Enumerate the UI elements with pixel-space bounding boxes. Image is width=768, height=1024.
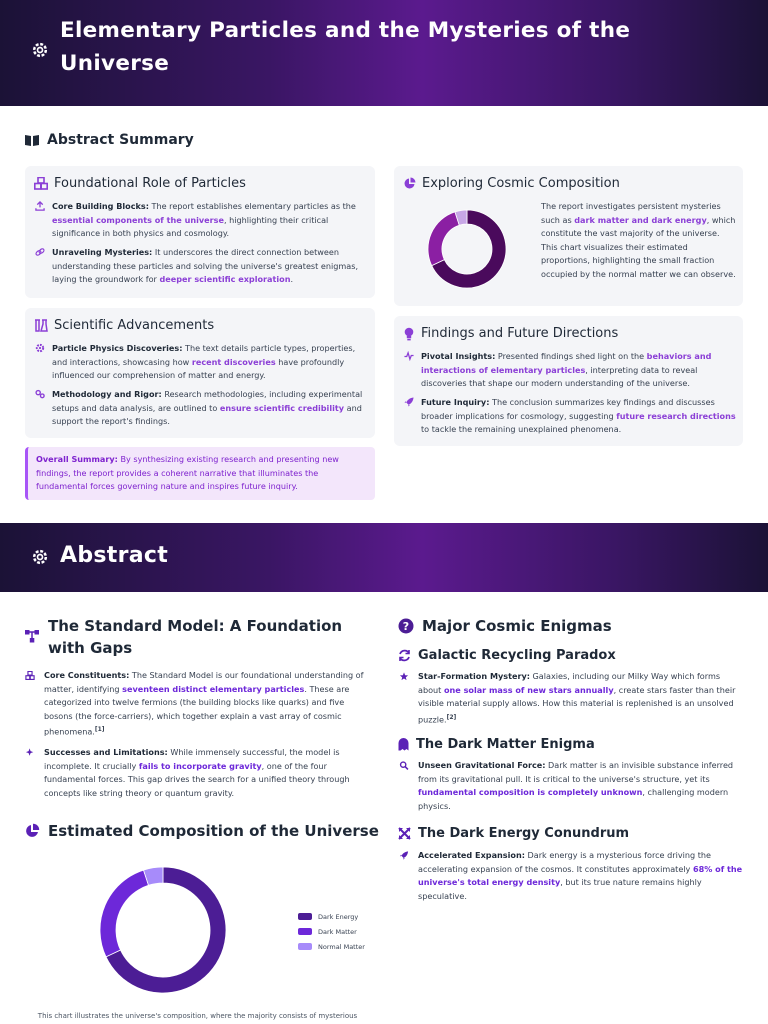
list-item: Unraveling Mysteries: It underscores the direct connection between understanding these particles and solving the universe's greatest enigmas, laying the groundwork for deeper scientific exploration. xyxy=(34,246,367,287)
legend-item: Dark Matter xyxy=(298,924,365,939)
ghost-icon xyxy=(398,738,409,751)
list-item: Future Inquiry: The conclusion summarizes key findings and discusses broader implications for cosmology, suggesting future research directions to tackle the remaining unexplained phenomena. xyxy=(403,396,736,437)
abstract-header xyxy=(0,523,768,592)
open-book-icon xyxy=(24,134,40,147)
flask-icon xyxy=(34,319,48,332)
findings-card xyxy=(394,316,743,446)
question-circle-icon xyxy=(398,618,414,634)
list-item: Successes and Limitations: While immensely successful, the model is incomplete. It crucially fails to incorporate gravity, one of the four fundamental forces. This gap drives the search for a unified theory through concepts like string theory or quantum gravity. xyxy=(24,746,366,800)
lightbulb-icon xyxy=(403,327,415,341)
pulse-icon xyxy=(403,350,415,361)
chart-caption: This chart illustrates the universe's composition, where the majority consists of mysterious xyxy=(37,1012,358,1020)
composition-donut-chart xyxy=(98,865,228,995)
atom-gear-icon xyxy=(30,547,50,567)
cubes-icon xyxy=(34,177,48,190)
upload-icon xyxy=(34,200,46,211)
cosmic-composition-card xyxy=(394,166,743,306)
overall-summary: Overall Summary: By synthesizing existing research and presenting new findings, the report provides a coherent narrative that illuminates the fundamental forces governing nature and inspires future inquiry. xyxy=(25,447,375,500)
abstract-summary-heading: Abstract Summary xyxy=(24,132,194,148)
rocket-icon xyxy=(403,396,415,407)
donut-slice-dark-matter xyxy=(428,212,459,266)
cubes-icon xyxy=(24,669,36,680)
foundational-card xyxy=(25,166,375,298)
legend-item: Normal Matter xyxy=(298,939,365,954)
star-icon xyxy=(398,670,410,681)
findings-title: Findings and Future Directions xyxy=(403,326,618,341)
list-item: Core Building Blocks: The report establishes elementary particles as the essential components of the universe, highlighting their critical significance in both physics and cosmology. xyxy=(34,200,367,241)
legend-item: Dark Energy xyxy=(298,909,365,924)
galactic-heading: Galactic Recycling Paradox xyxy=(398,648,616,663)
star-sparkle-icon xyxy=(24,746,36,757)
foundational-title: Foundational Role of Particles xyxy=(34,176,246,191)
pie-chart-icon xyxy=(24,823,40,839)
network-icon xyxy=(24,628,40,644)
recycle-icon xyxy=(398,649,411,662)
dark-matter-heading: The Dark Matter Enigma xyxy=(398,737,595,752)
list-item: Methodology and Rigor: Research methodologies, including experimental setups and data analysis, are outlined to ensure scientific credibility and support the report's findings. xyxy=(34,388,367,429)
abstract-title: Abstract xyxy=(60,543,169,568)
list-item: Particle Physics Discoveries: The text details particle types, properties, and interactions, showcasing how recent discoveries have profoundly influenced our comprehension of matter and energy. xyxy=(34,342,367,383)
standard-model-heading: The Standard Model: A Foundation with Gaps xyxy=(24,615,364,659)
advancements-title: Scientific Advancements xyxy=(34,318,214,333)
list-item: Pivotal Insights: Presented findings shed light on the behaviors and interactions of elementary particles, interpreting data to reveal discoveries that shape our modern understanding of the universe. xyxy=(403,350,736,391)
cogs-icon xyxy=(34,388,46,399)
report-title: Elementary Particles and the Mysteries of the Universe xyxy=(60,18,631,76)
list-item: Accelerated Expansion: Dark energy is a mysterious force driving the accelerating expansion of the cosmos. It constitutes approximately 68% of the universe's total energy density, but its true nature remains highly speculative. xyxy=(398,849,744,903)
cosmic-text: The report investigates persistent mysteries such as dark matter and dark energy, which constitute the vast majority of the universe. This chart visualizes their estimated proportions, highlighting the small fraction occupied by the normal matter we can observe. xyxy=(541,201,736,279)
list-item: Core Constituents: The Standard Model is our foundational understanding of matter, identifying seventeen distinct elementary particles. These are categorized into twelve fermions (the building blocks like quarks) and five bosons (the force-carriers), which together explain a vast array of cosmic phenomena.[1] xyxy=(24,669,366,740)
advancements-card xyxy=(25,308,375,438)
rocket-icon xyxy=(398,849,410,860)
report-header xyxy=(0,0,768,106)
chart-legend xyxy=(298,909,365,954)
magnifier-icon xyxy=(398,759,410,770)
cosmic-donut-chart xyxy=(422,204,512,294)
enigmas-heading: ? Major Cosmic Enigmas xyxy=(398,615,612,637)
dark-energy-heading: The Dark Energy Conundrum xyxy=(398,826,629,841)
cosmic-composition-title: Exploring Cosmic Composition xyxy=(403,176,620,191)
expand-arrows-icon xyxy=(398,827,411,840)
composition-heading: Estimated Composition of the Universe xyxy=(24,820,379,842)
list-item: Unseen Gravitational Force: Dark matter is an invisible substance inferred from its gravitational pull. It is critical to the universe's structure, yet its fundamental composition is completely unknown, challenging modern physics. xyxy=(398,759,744,813)
list-item: Star-Formation Mystery: Galaxies, including our Milky Way which forms about one solar mass of new stars annually, create stars faster than their visible material supply allows. How this material is replenished is an unsolved puzzle.[2] xyxy=(398,670,744,727)
donut-slice-dark-matter xyxy=(100,870,148,957)
cog-icon xyxy=(34,342,46,353)
pie-chart-icon xyxy=(403,177,416,190)
link-icon xyxy=(34,246,46,257)
atom-gear-icon xyxy=(30,40,50,60)
svg-text:?: ? xyxy=(402,620,410,633)
